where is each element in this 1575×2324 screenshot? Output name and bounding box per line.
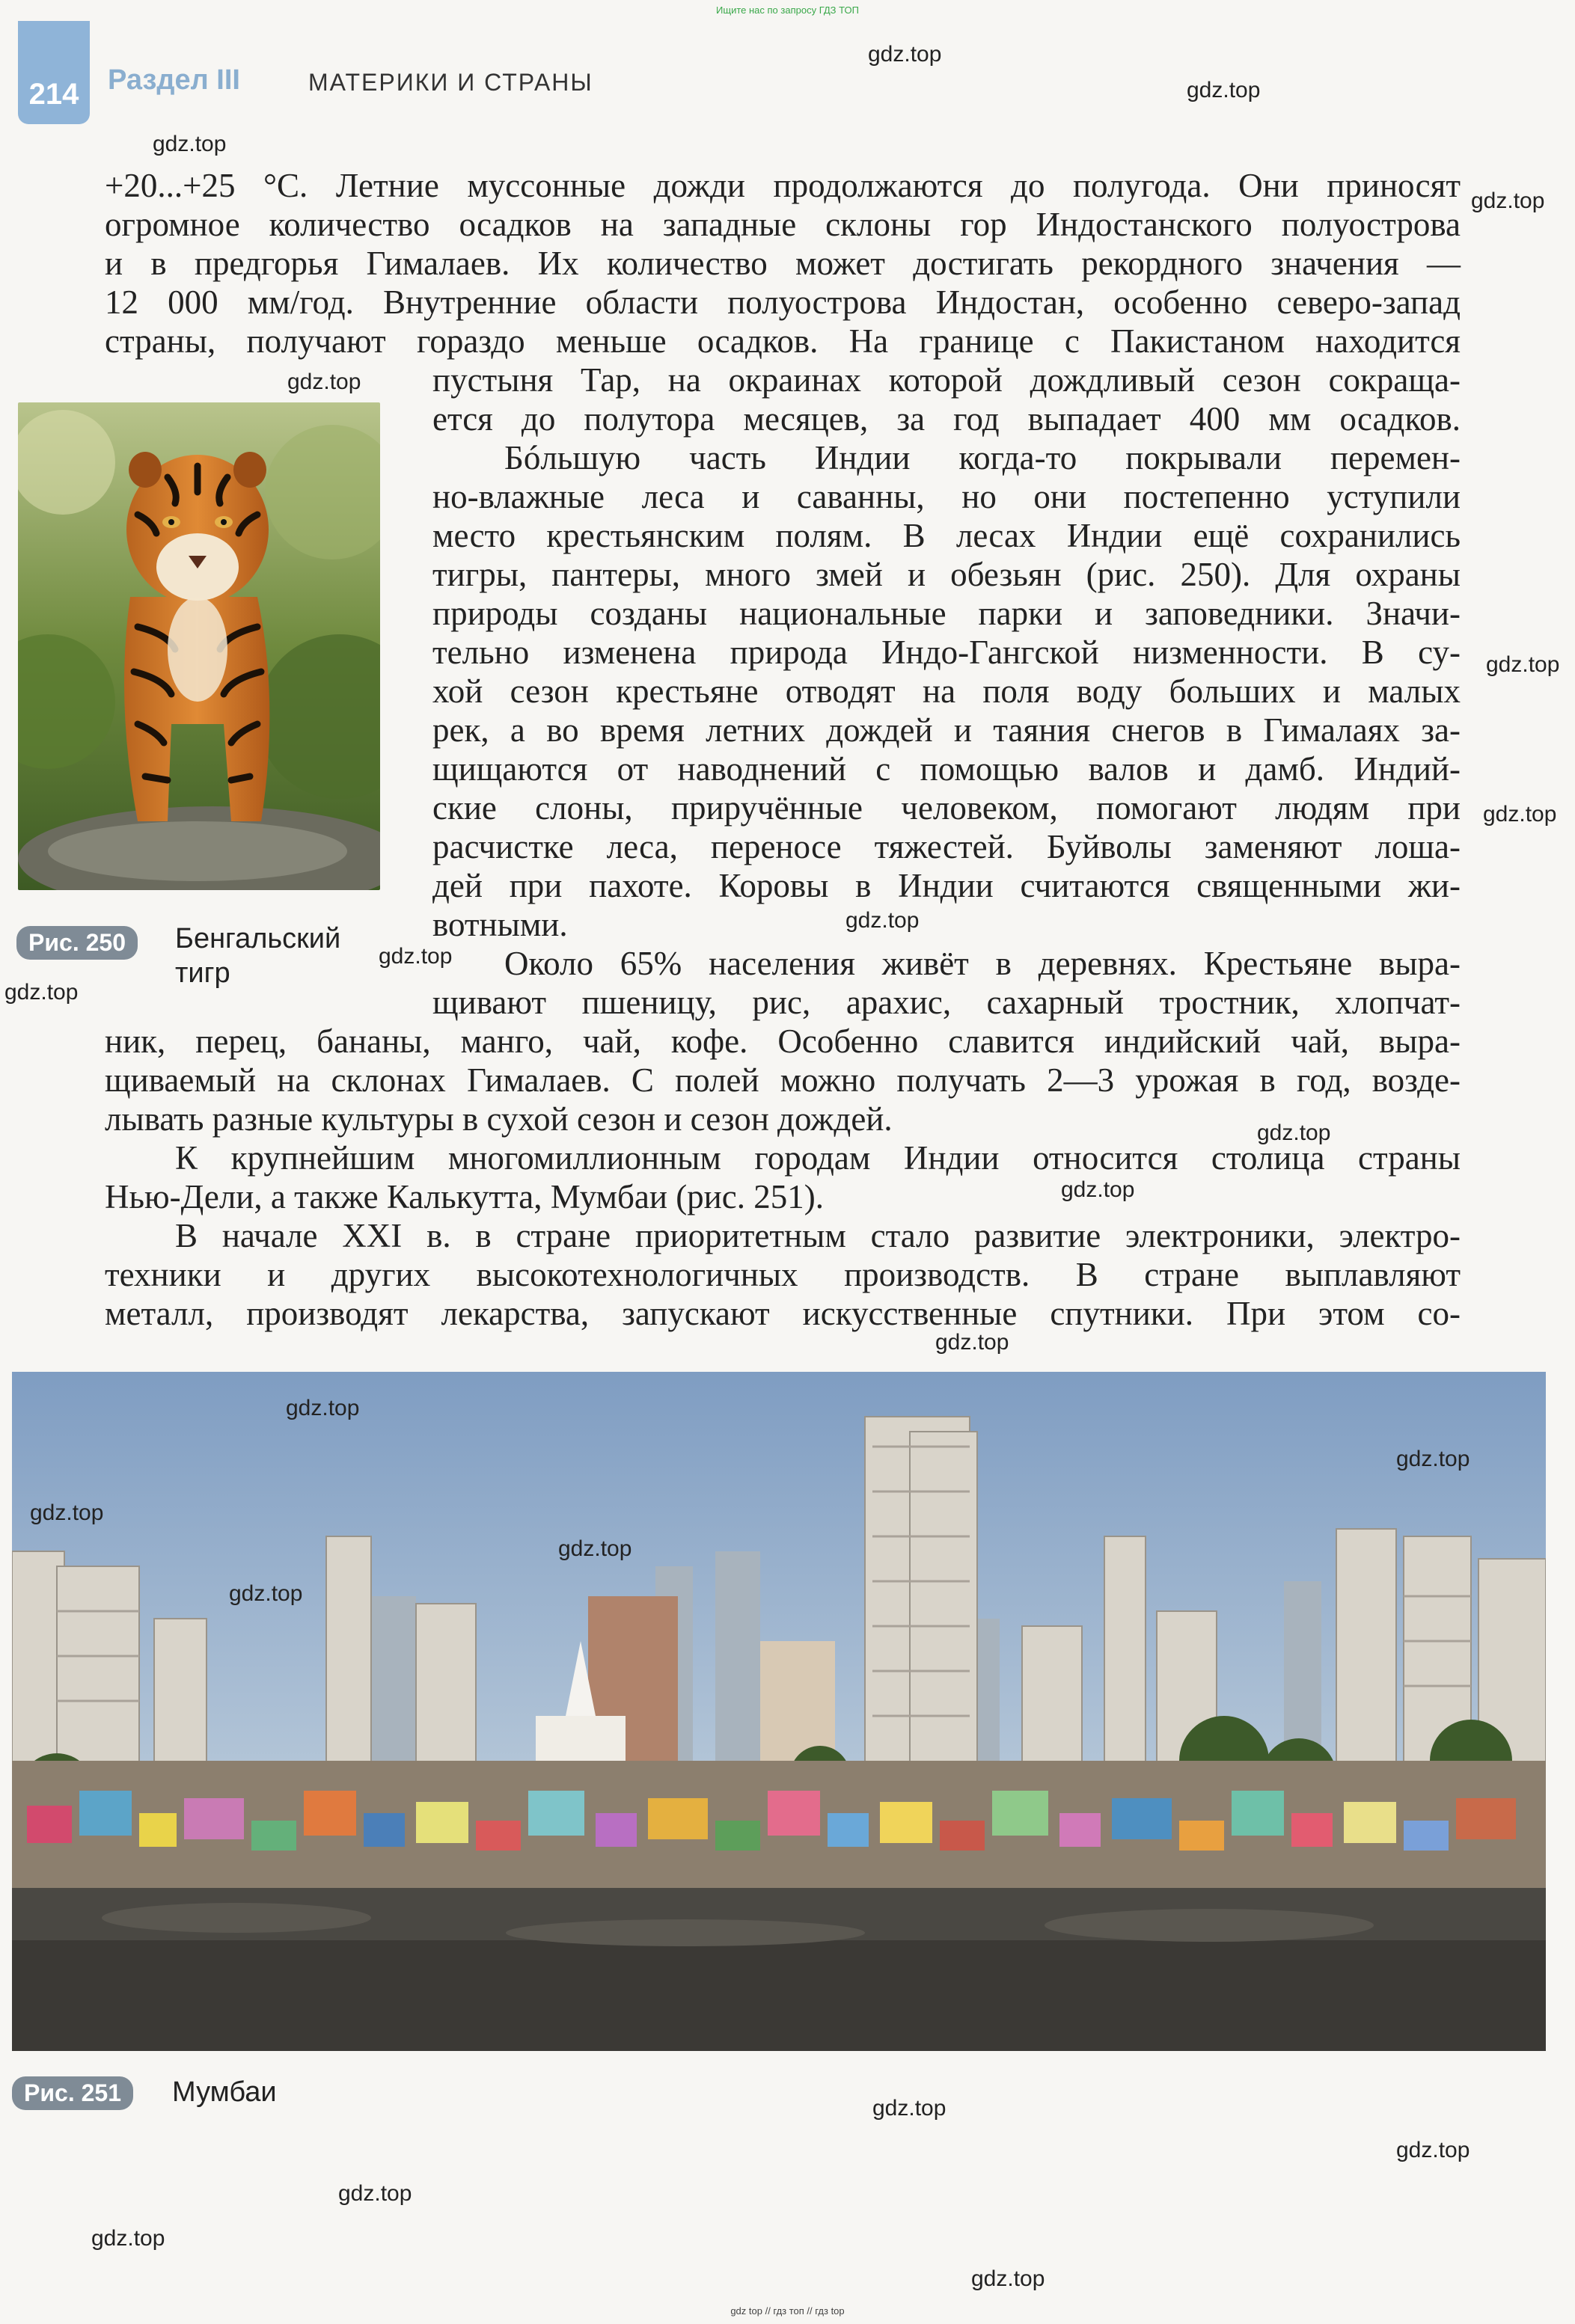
figure-caption-250-line1: Бенгальский bbox=[175, 923, 341, 954]
text-line: и в предгорья Гималаев. Их количество может достигать рекордного значения — bbox=[105, 245, 1461, 282]
text-line: 12 000 мм/год. Внутренние области полуострова Индостан, особенно северо-запад bbox=[105, 283, 1461, 321]
watermark: gdz.top bbox=[91, 2226, 165, 2251]
text-line: К крупнейшим многомиллионным городам Индии относится столица страны bbox=[175, 1139, 1461, 1177]
watermark: gdz.top bbox=[379, 944, 453, 969]
text-line: тигры, пантеры, много змей и обезьян (рис. 250). Для охраны bbox=[432, 556, 1461, 593]
watermark: gdz.top bbox=[1257, 1120, 1331, 1145]
text-line: природы созданы национальные парки и заповедники. Значи- bbox=[432, 595, 1461, 632]
chapter-title: МАТЕРИКИ И СТРАНЫ bbox=[308, 69, 593, 96]
mumbai-photo bbox=[12, 1372, 1546, 2051]
text-line: пустыня Тар, на окраинах которой дождливый сезон сокраща- bbox=[432, 361, 1461, 399]
text-line: щивают пшеницу, рис, арахис, сахарный тростник, хлопчат- bbox=[432, 984, 1461, 1021]
watermark: gdz.top bbox=[287, 370, 361, 394]
text-line: место крестьянским полям. В лесах Индии ещё сохранились bbox=[432, 517, 1461, 554]
tiger-photo bbox=[18, 402, 380, 890]
tiger-photo-illustration bbox=[18, 402, 380, 890]
text-line: дей при пахоте. Коровы в Индии считаются священными жи- bbox=[432, 867, 1461, 904]
watermark: gdz.top bbox=[558, 1536, 632, 1561]
bottom-note: gdz top // гдз топ // гдз top bbox=[730, 2305, 845, 2317]
watermark: gdz.top bbox=[971, 2266, 1045, 2291]
watermark: gdz.top bbox=[30, 1500, 104, 1525]
mumbai-photo-illustration bbox=[12, 1372, 1546, 2051]
watermark: gdz.top bbox=[153, 132, 227, 156]
watermark: gdz.top bbox=[1483, 802, 1557, 827]
text-line: но-влажные леса и саванны, но они постепенно уступили bbox=[432, 478, 1461, 515]
text-line: страны, получают гораздо меньше осадков. На границе с Пакистаном находится bbox=[105, 322, 1461, 360]
text-line: +20...+25 °С. Летние муссонные дожди продолжаются до полугода. Они приносят bbox=[105, 167, 1461, 204]
watermark: gdz.top bbox=[286, 1396, 360, 1420]
text-line: металл, производят лекарства, запускают искусственные спутники. При этом со- bbox=[105, 1295, 1461, 1332]
text-line: рек, а во время летних дождей и таяния снегов в Гималаях за- bbox=[432, 711, 1461, 749]
figure-caption-250-line2: тигр bbox=[175, 957, 230, 989]
watermark: gdz.top bbox=[338, 2181, 412, 2206]
watermark: gdz.top bbox=[1471, 188, 1545, 213]
text-line: хой сезон крестьяне отводят на поля воду больших и малых bbox=[432, 672, 1461, 710]
text-line: вотными. bbox=[432, 906, 568, 943]
figure-caption-250 bbox=[175, 922, 340, 990]
text-line: Бóльшую часть Индии когда-то покрывали перемен- bbox=[504, 439, 1461, 476]
watermark: gdz.top bbox=[229, 1581, 303, 1606]
text-line: техники и других высокотехнологичных производств. В стране выплавляют bbox=[105, 1256, 1461, 1293]
text-line: расчистке леса, переносе тяжестей. Буйволы заменяют лоша- bbox=[432, 828, 1461, 865]
page-number: 214 bbox=[18, 21, 90, 124]
text-line: лывать разные культуры в сухой сезон и сезон дождей. bbox=[105, 1100, 893, 1138]
section-title: Раздел III bbox=[108, 64, 240, 96]
watermark: gdz.top bbox=[868, 42, 942, 67]
text-line: Нью-Дели, а также Калькутта, Мумбаи (рис. 251). bbox=[105, 1178, 824, 1215]
top-search-note: Ищите нас по запросу ГДЗ ТОП bbox=[716, 4, 859, 16]
watermark: gdz.top bbox=[1396, 1447, 1470, 1471]
figure-label-251: Рис. 251 bbox=[12, 2076, 133, 2110]
text-line: ские слоны, приручённые человеком, помогают людям при bbox=[432, 789, 1461, 827]
watermark: gdz.top bbox=[1396, 2138, 1470, 2162]
watermark: gdz.top bbox=[1187, 78, 1261, 102]
watermark: gdz.top bbox=[872, 2096, 946, 2121]
text-line: Около 65% населения живёт в деревнях. Крестьяне выра- bbox=[504, 945, 1461, 982]
text-line: щиваемый на склонах Гималаев. С полей можно получать 2—3 урожая в год, возде- bbox=[105, 1061, 1461, 1099]
text-line: В начале XXI в. в стране приоритетным стало развитие электроники, электро- bbox=[175, 1217, 1461, 1254]
watermark: gdz.top bbox=[1486, 652, 1560, 677]
watermark: gdz.top bbox=[1061, 1177, 1135, 1202]
watermark: gdz.top bbox=[935, 1330, 1009, 1355]
text-line: тельно изменена природа Индо-Гангской низменности. В су- bbox=[432, 634, 1461, 671]
text-line: щищаются от наводнений с помощью валов и дамб. Индий- bbox=[432, 750, 1461, 788]
figure-label-250: Рис. 250 bbox=[16, 926, 138, 960]
watermark: gdz.top bbox=[4, 980, 79, 1005]
text-line: ник, перец, бананы, манго, чай, кофе. Особенно славится индийский чай, выра- bbox=[105, 1023, 1461, 1060]
watermark: gdz.top bbox=[845, 908, 920, 933]
text-line: ется до полутора месяцев, за год выпадает 400 мм осадков. bbox=[432, 400, 1461, 438]
text-line: огромное количество осадков на западные склоны гор Индостанского полуострова bbox=[105, 206, 1461, 243]
figure-caption-251: Мумбаи bbox=[172, 2076, 277, 2108]
